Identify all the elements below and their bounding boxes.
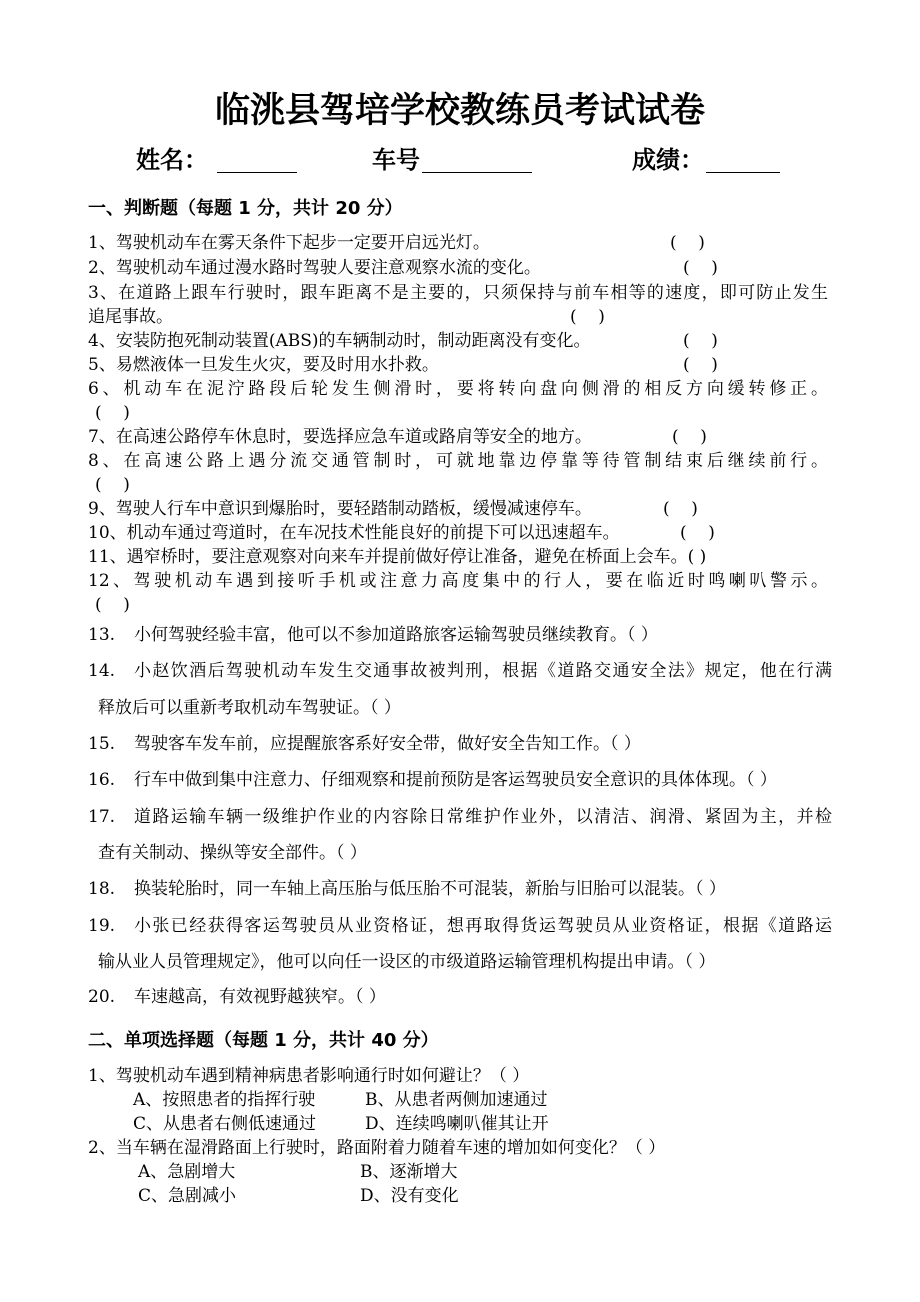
section-heading: 二、单项选择题（每题 1 分，共计 40 分）	[88, 1030, 439, 1051]
answer-paren[interactable]: ( )	[670, 233, 705, 253]
question-text: 小张已经获得客运驾驶员从业资格证，想再取得货运驾驶员从业资格证，根据《道路运	[134, 916, 832, 936]
question-number: 16.	[88, 770, 116, 790]
question-number: 19.	[88, 916, 116, 936]
question-text: 7、在高速公路停车休息时，要选择应急车道或路肩等安全的地方。	[88, 427, 592, 447]
question-text: 1、驾驶机动车遇到精神病患者影响通行时如何避让？（ ）	[88, 1066, 530, 1086]
answer-paren[interactable]: ( )	[683, 355, 718, 375]
question-text: 6、机动车在泥泞路段后轮发生侧滑时，要将转向盘向侧滑的相反方向缓转修正。	[88, 379, 828, 399]
question-text: 12、驾驶机动车遇到接听手机或注意力高度集中的行人，要在临近时鸣喇叭警示。	[88, 571, 828, 591]
answer-paren[interactable]: ( )	[672, 427, 707, 447]
question-text: 3、在道路上跟车行驶时，跟车距离不是主要的，只须保持与前车相等的速度，即可防止发生	[88, 283, 828, 303]
name-field[interactable]	[217, 172, 297, 173]
question-text: 5、易燃液体一旦发生火灾，要及时用水扑救。	[88, 355, 439, 375]
score-field[interactable]	[706, 172, 780, 173]
answer-paren[interactable]: ( )	[663, 499, 698, 519]
answer-paren[interactable]: ( )	[570, 307, 605, 327]
question-number: 13.	[88, 625, 116, 645]
question-number: 20.	[88, 987, 116, 1007]
question-text: 11、遇窄桥时，要注意观察对向来车并提前做好停让准备，避免在桥面上会车。( )	[88, 547, 707, 567]
question-text: 查有关制动、操纵等安全部件。（ ）	[98, 843, 367, 863]
option-b[interactable]: B、从患者两侧加速通过	[365, 1090, 548, 1110]
option-d[interactable]: D、连续鸣喇叭催其让开	[365, 1114, 549, 1134]
car-number-field[interactable]	[422, 172, 532, 173]
question-text: 4、安装防抱死制动装置(ABS)的车辆制动时，制动距离没有变化。	[88, 331, 591, 351]
question-text: 释放后可以重新考取机动车驾驶证。（ ）	[98, 698, 401, 718]
score-label: 成绩：	[632, 146, 704, 174]
exam-title: 临洮县驾培学校教练员考试试卷	[214, 91, 705, 131]
question-text: 输从业人员管理规定》，他可以向任一设区的市级道路运输管理机构提出申请。（ ）	[98, 952, 716, 972]
car-number-label: 车号	[372, 146, 420, 174]
question-number: 14.	[88, 661, 116, 681]
question-text: 1、驾驶机动车在雾天条件下起步一定要开启远光灯。	[88, 233, 490, 253]
question-text: 10、机动车通过弯道时，在车况技术性能良好的前提下可以迅速超车。	[88, 523, 620, 543]
option-c[interactable]: C、急剧减小	[138, 1186, 237, 1206]
question-text: 9、驾驶人行车中意识到爆胎时，要轻踏制动踏板，缓慢减速停车。	[88, 499, 592, 519]
question-text: 小何驾驶经验丰富，他可以不参加道路旅客运输驾驶员继续教育。（ ）	[134, 625, 658, 645]
name-label: 姓名：	[136, 146, 208, 174]
question-text: 8、在高速公路上遇分流交通管制时，可就地靠边停靠等待管制结束后继续前行。	[88, 451, 828, 471]
answer-paren[interactable]: ( )	[95, 595, 130, 615]
answer-paren[interactable]: ( )	[95, 475, 130, 495]
option-c[interactable]: C、从患者右侧低速通过	[133, 1114, 317, 1134]
option-a[interactable]: A、按照患者的指挥行驶	[133, 1090, 316, 1110]
question-text: 驾驶客车发车前，应提醒旅客系好安全带，做好安全告知工作。（ ）	[134, 734, 641, 754]
question-text: 车速越高，有效视野越狭窄。（ ）	[134, 987, 386, 1007]
question-text: 追尾事故。	[88, 307, 173, 327]
question-text: 2、驾驶机动车通过漫水路时驾驶人要注意观察水流的变化。	[88, 258, 541, 278]
answer-paren[interactable]: ( )	[683, 331, 718, 351]
option-d[interactable]: D、没有变化	[360, 1186, 459, 1206]
section-heading: 一、判断题（每题 1 分，共计 20 分）	[88, 198, 403, 219]
question-number: 18.	[88, 879, 116, 899]
question-text: 行车中做到集中注意力、仔细观察和提前预防是客运驾驶员安全意识的具体体现。（ ）	[134, 770, 777, 790]
question-number: 17.	[88, 807, 116, 827]
option-b[interactable]: B、逐渐增大	[360, 1162, 458, 1182]
question-text: 小赵饮酒后驾驶机动车发生交通事故被判刑，根据《道路交通安全法》规定，他在行满	[134, 661, 832, 681]
option-a[interactable]: A、急剧增大	[138, 1162, 236, 1182]
answer-paren[interactable]: ( )	[683, 258, 718, 278]
answer-paren[interactable]: ( )	[680, 523, 715, 543]
question-text: 道路运输车辆一级维护作业的内容除日常维护作业外，以清洁、润滑、紧固为主，并检	[134, 807, 832, 827]
question-number: 15.	[88, 734, 116, 754]
question-text: 2、当车辆在湿滑路面上行驶时，路面附着力随着车速的增加如何变化？（ ）	[88, 1138, 666, 1158]
question-text: 换装轮胎时，同一车轴上高压胎与低压胎不可混装，新胎与旧胎可以混装。（ ）	[134, 879, 726, 899]
answer-paren[interactable]: ( )	[95, 403, 130, 423]
